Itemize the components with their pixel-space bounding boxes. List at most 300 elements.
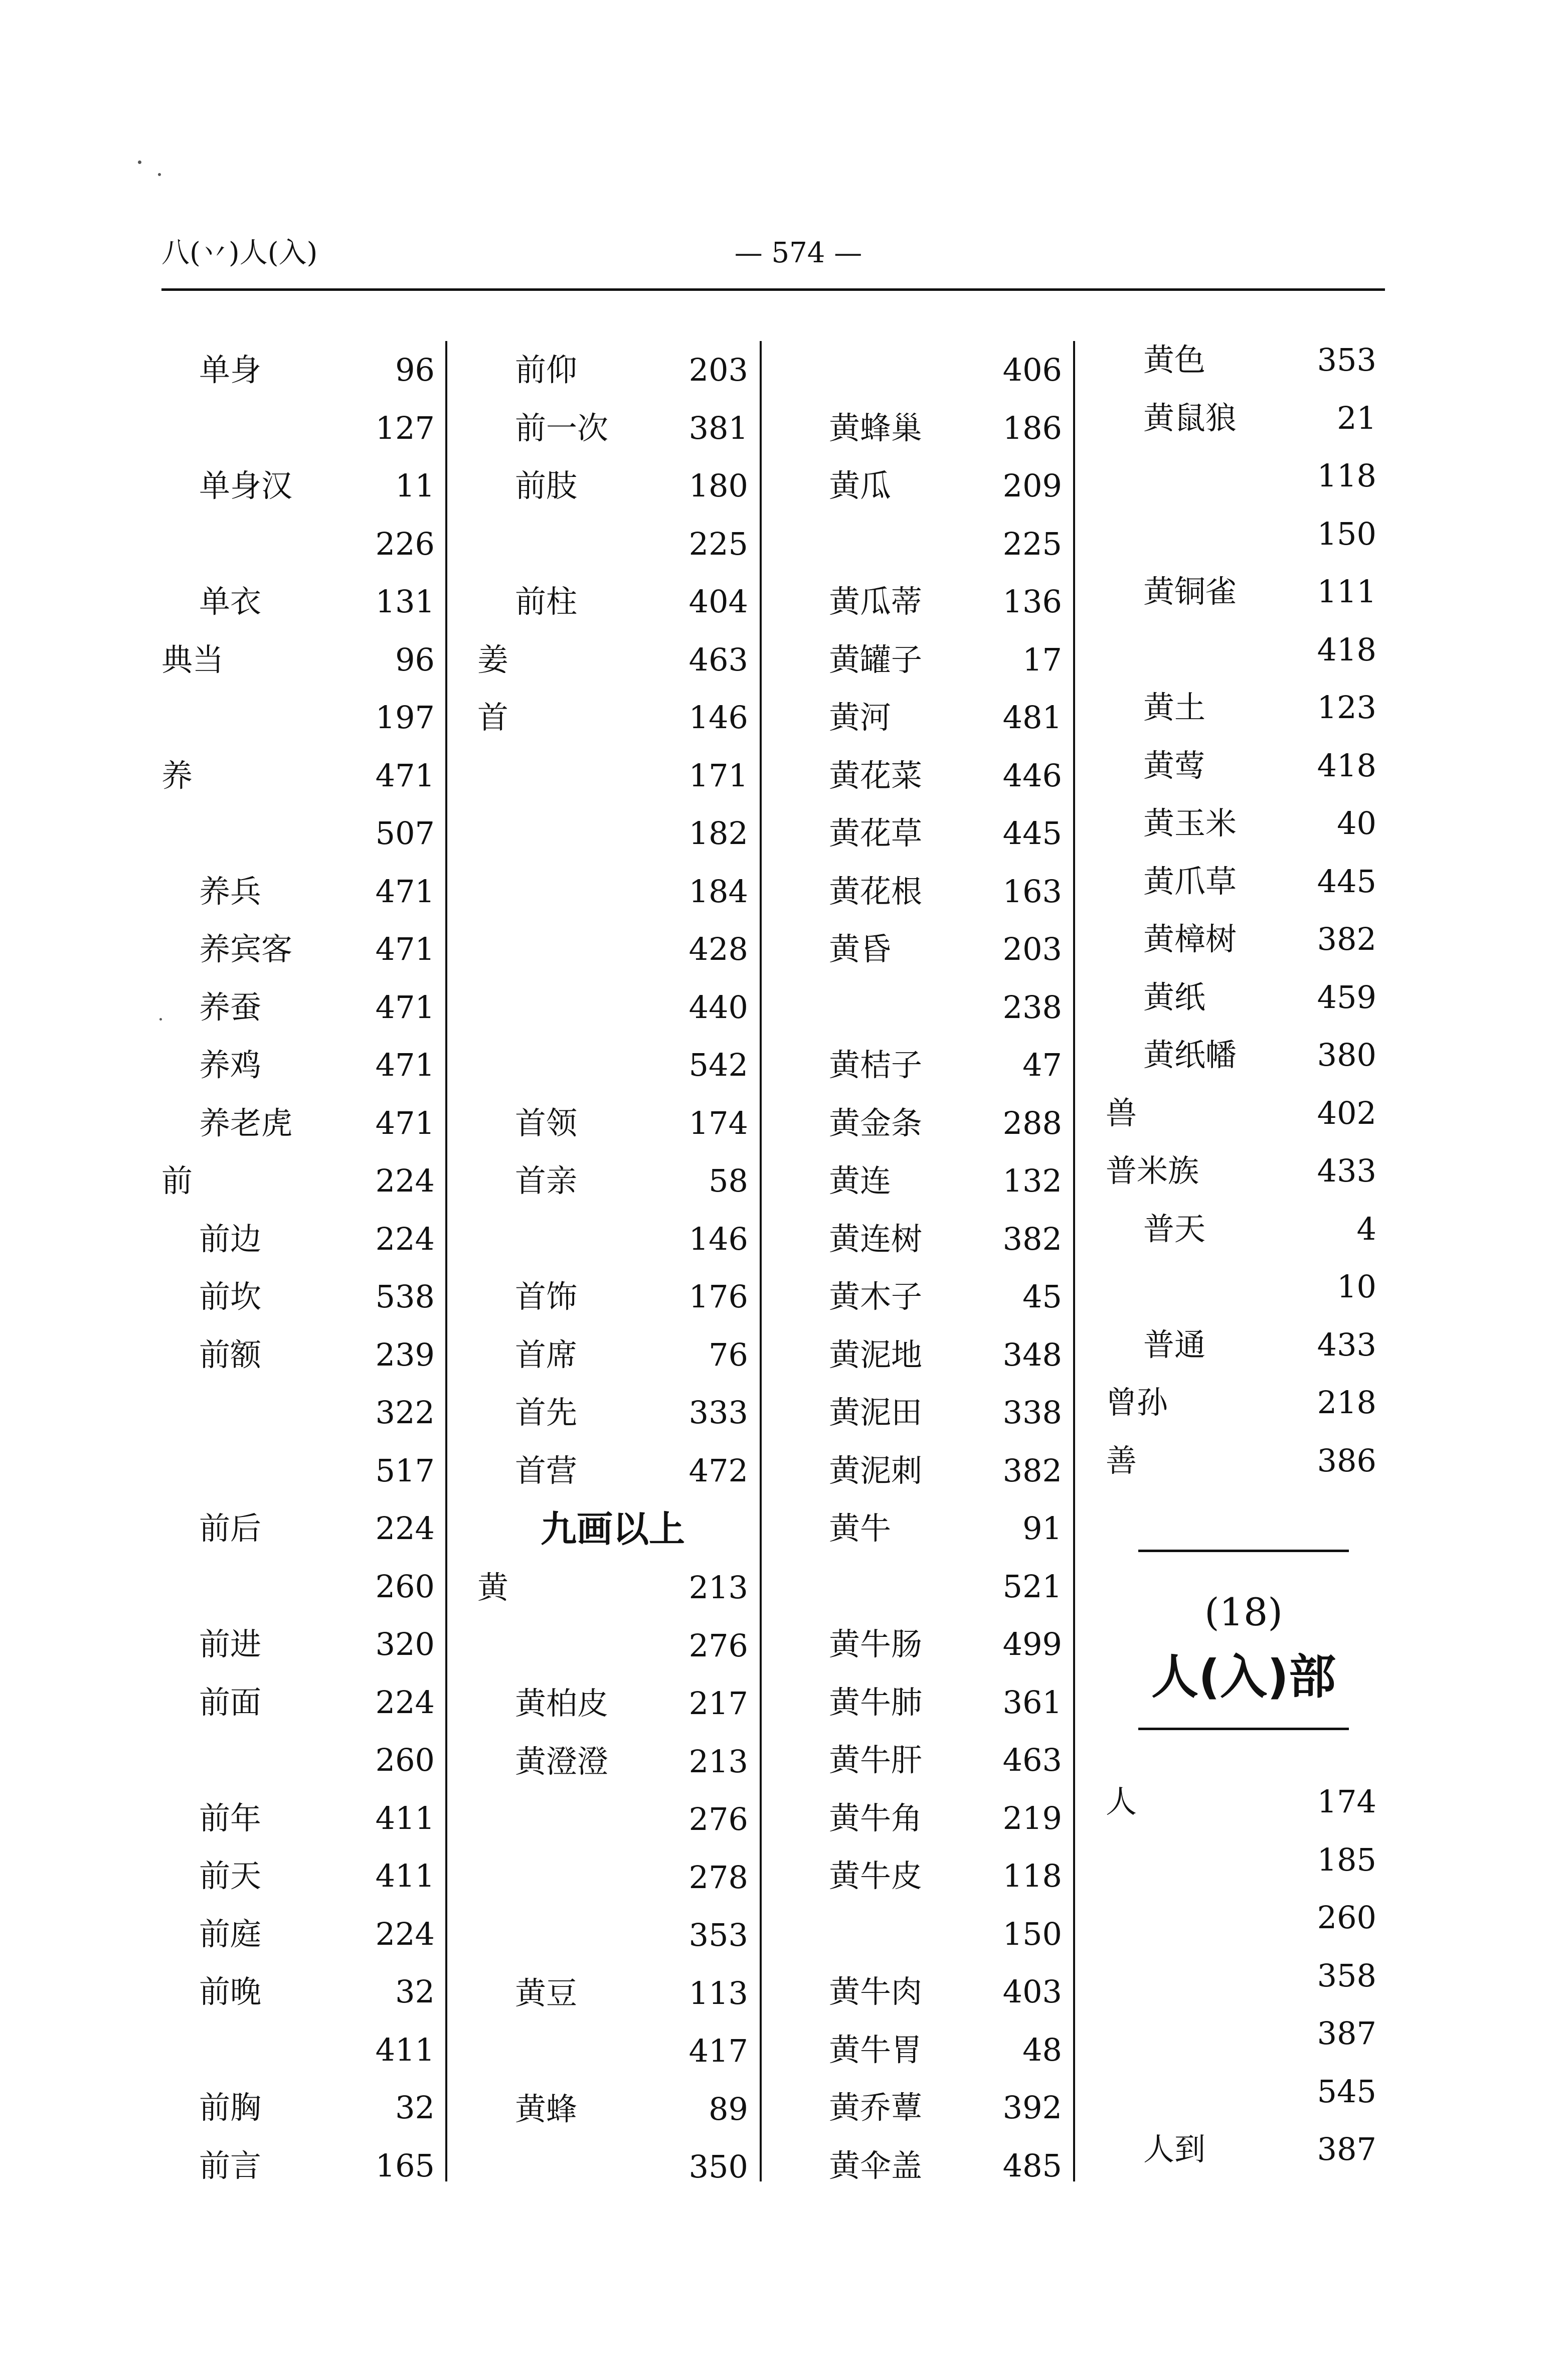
entry-page-number: 350	[688, 2148, 748, 2185]
index-entry	[1106, 1432, 1376, 1490]
entry-term: 黄莺	[1143, 747, 1206, 784]
section-number: (18)	[1204, 1590, 1283, 1634]
index-entry	[791, 515, 1062, 573]
entry-page-number: 217	[688, 1685, 748, 1722]
index-entry	[161, 2079, 435, 2137]
index-entry	[1106, 679, 1376, 737]
index-entry	[1106, 1947, 1376, 2005]
index-entry	[791, 1731, 1062, 1789]
entry-page-number: 433	[1317, 1152, 1376, 1189]
page-number: — 574 —	[734, 237, 862, 269]
index-entry	[161, 515, 435, 573]
column-divider	[1073, 341, 1075, 2181]
entry-page-number: 165	[375, 2147, 435, 2184]
entry-page-number: 118	[1317, 457, 1376, 494]
index-entry	[1106, 794, 1376, 853]
index-entry	[477, 1094, 748, 1152]
entry-page-number: 542	[688, 1047, 748, 1083]
entry-term: 黄泥刺	[829, 1452, 923, 1489]
index-entry	[791, 1789, 1062, 1847]
index-entry	[791, 1210, 1062, 1268]
entry-page-number: 402	[1317, 1094, 1376, 1131]
entry-page-number: 224	[375, 1162, 435, 1199]
section-name: 人(入)部	[1151, 1650, 1336, 1705]
index-entry	[161, 689, 435, 747]
scan-speck	[138, 160, 141, 164]
index-entry	[161, 1326, 435, 1384]
index-entry	[477, 341, 748, 399]
entry-page-number: 136	[1002, 583, 1062, 620]
entry-term: 普米族	[1106, 1152, 1199, 1189]
entry-page-number: 203	[1002, 931, 1062, 967]
index-entry	[161, 1673, 435, 1732]
index-entry	[477, 1326, 748, 1384]
index-entry	[791, 1442, 1062, 1500]
entry-term: 前一次	[515, 409, 609, 446]
index-entry	[1106, 1889, 1376, 1947]
entry-page-number: 4	[1356, 1210, 1376, 1247]
entry-page-number: 239	[375, 1336, 435, 1373]
index-entry	[477, 1036, 748, 1094]
entry-term: 黄连树	[829, 1220, 923, 1257]
entry-page-number: 197	[375, 699, 435, 736]
entry-page-number: 89	[709, 2090, 748, 2127]
entry-page-number: 219	[1002, 1799, 1062, 1836]
entry-page-number: 417	[688, 2033, 748, 2069]
entry-term: 黄	[477, 1569, 509, 1606]
entry-page-number: 48	[1022, 2031, 1062, 2068]
index-entry	[791, 1326, 1062, 1384]
index-entry	[1106, 1374, 1376, 1432]
index-entry	[791, 573, 1062, 631]
index-entry	[161, 1094, 435, 1152]
entry-term: 黄瓜	[829, 467, 892, 504]
index-entry	[161, 863, 435, 921]
entry-page-number: 521	[1002, 1568, 1062, 1605]
index-entry	[1106, 737, 1376, 795]
entry-term: 黄花草	[829, 815, 923, 852]
index-entry	[791, 1036, 1062, 1094]
entry-term: 黄牛皮	[829, 1858, 923, 1894]
entry-term: 普通	[1143, 1326, 1206, 1363]
entry-term: 黄纸	[1143, 978, 1206, 1016]
index-entry	[791, 1673, 1062, 1732]
entry-page-number: 433	[1317, 1326, 1376, 1363]
entry-term: 前后	[199, 1510, 262, 1547]
index-entry	[791, 1152, 1062, 1210]
entry-page-number: 381	[688, 409, 748, 446]
entry-term: 黄连	[829, 1162, 892, 1199]
entry-page-number: 213	[688, 1569, 748, 1606]
index-entry	[161, 1847, 435, 1905]
entry-term: 黄花菜	[829, 757, 923, 794]
entry-term: 首	[477, 699, 509, 736]
entry-term: 兽	[1106, 1094, 1137, 1131]
entry-page-number: 471	[375, 931, 435, 967]
entry-page-number: 387	[1317, 2131, 1376, 2167]
entry-term: 黄玉米	[1143, 805, 1237, 841]
index-entry	[477, 1152, 748, 1210]
entry-page-number: 213	[688, 1743, 748, 1780]
entry-term: 黄色	[1143, 342, 1206, 378]
entry-term: 黄牛胃	[829, 2031, 923, 2068]
entry-page-number: 276	[688, 1627, 748, 1664]
index-entry	[791, 2137, 1062, 2195]
index-entry	[1106, 2063, 1376, 2121]
index-entry	[1106, 2004, 1376, 2063]
entry-page-number: 10	[1337, 1268, 1376, 1305]
entry-page-number: 418	[1317, 631, 1376, 668]
entry-page-number: 171	[688, 757, 748, 794]
entry-term: 黄河	[829, 699, 892, 736]
entry-term: 单身汉	[199, 467, 293, 504]
index-entry	[477, 457, 748, 515]
entry-page-number: 333	[688, 1394, 748, 1431]
index-entry	[791, 1094, 1062, 1152]
index-entry	[477, 573, 748, 631]
entry-page-number: 238	[1002, 988, 1062, 1026]
entry-page-number: 459	[1317, 978, 1376, 1016]
entry-page-number: 184	[688, 873, 748, 910]
entry-page-number: 118	[1002, 1858, 1062, 1894]
entry-page-number: 411	[375, 1799, 435, 1836]
entry-page-number: 288	[1002, 1104, 1062, 1141]
index-entry	[161, 341, 435, 399]
entry-page-number: 445	[1002, 815, 1062, 852]
entry-page-number: 320	[375, 1626, 435, 1662]
index-entry	[1106, 1084, 1376, 1142]
entry-page-number: 123	[1317, 689, 1376, 726]
entry-term: 黄豆	[515, 1974, 578, 2011]
entry-term: 人到	[1143, 2131, 1206, 2167]
index-entry	[161, 1499, 435, 1558]
entry-term: 养鸡	[199, 1047, 262, 1083]
entry-page-number: 180	[688, 467, 748, 504]
entry-term: 黄金条	[829, 1104, 923, 1141]
entry-term: 黄柏皮	[515, 1685, 609, 1722]
index-entry	[161, 1210, 435, 1268]
index-column-1	[161, 341, 435, 2195]
entry-term: 首营	[515, 1452, 578, 1489]
entry-page-number: 411	[375, 2031, 435, 2068]
entry-page-number: 471	[375, 873, 435, 910]
index-entry	[791, 1384, 1062, 1442]
index-entry	[1106, 910, 1376, 968]
index-entry	[791, 978, 1062, 1037]
entry-page-number: 463	[688, 641, 748, 678]
entry-page-number: 499	[1002, 1626, 1062, 1662]
entry-term: 前额	[199, 1336, 262, 1373]
index-entry	[477, 1674, 748, 1733]
index-entry	[791, 689, 1062, 747]
entry-page-number: 146	[688, 699, 748, 736]
index-entry	[477, 1790, 748, 1848]
entry-term: 养兵	[199, 873, 262, 910]
entry-term: 前晚	[199, 1973, 262, 2010]
entry-term: 黄桔子	[829, 1047, 923, 1083]
entry-page-number: 11	[395, 467, 435, 504]
entry-page-number: 224	[375, 1683, 435, 1721]
entry-page-number: 131	[375, 583, 435, 620]
entry-term: 人	[1106, 1783, 1137, 1820]
entry-page-number: 47	[1022, 1047, 1062, 1083]
index-entry	[477, 1617, 748, 1675]
entry-page-number: 174	[1317, 1783, 1376, 1820]
entry-page-number: 132	[1002, 1162, 1062, 1199]
entry-page-number: 481	[1002, 699, 1062, 736]
entry-page-number: 322	[375, 1394, 435, 1431]
index-entry	[791, 1847, 1062, 1905]
index-entry	[477, 1559, 748, 1617]
index-entry	[161, 457, 435, 515]
entry-page-number: 150	[1002, 1915, 1062, 1952]
section-title: 八(丷)人(入)	[161, 237, 318, 269]
entry-term: 前仰	[515, 352, 578, 388]
entry-page-number: 353	[1317, 342, 1376, 378]
section-heading-block	[1138, 1550, 1349, 1730]
index-entry	[477, 1210, 748, 1268]
index-entry	[477, 804, 748, 863]
index-entry	[477, 1733, 748, 1791]
index-entry	[161, 1963, 435, 2021]
index-entry	[1106, 1316, 1376, 1374]
page-header	[161, 236, 1385, 291]
entry-term: 首先	[515, 1394, 578, 1431]
index-entry	[477, 1964, 748, 2023]
index-entry	[791, 457, 1062, 515]
column-divider	[445, 341, 447, 2181]
scan-speck	[158, 173, 161, 176]
entry-term: 黄木子	[829, 1278, 923, 1315]
entry-term: 黄瓜蒂	[829, 583, 923, 620]
index-entry	[161, 2021, 435, 2079]
entry-term: 黄乔蕈	[829, 2089, 923, 2126]
entry-page-number: 382	[1317, 921, 1376, 957]
entry-term: 首饰	[515, 1278, 578, 1315]
entry-term: 养蚕	[199, 988, 262, 1026]
index-entry	[1106, 968, 1376, 1027]
entry-page-number: 260	[375, 1568, 435, 1605]
entry-page-number: 225	[688, 525, 748, 562]
index-entry	[161, 1036, 435, 1094]
entry-page-number: 91	[1022, 1510, 1062, 1547]
entry-page-number: 58	[709, 1162, 748, 1199]
entry-page-number: 111	[1317, 573, 1376, 610]
index-entry	[161, 573, 435, 631]
entry-term: 黄铜雀	[1143, 573, 1237, 610]
index-entry	[161, 1731, 435, 1789]
entry-page-number: 182	[688, 815, 748, 852]
entry-page-number: 348	[1002, 1336, 1062, 1373]
entry-page-number: 203	[688, 352, 748, 388]
index-column-4	[1106, 331, 1376, 1489]
index-entry	[477, 1268, 748, 1326]
entry-term: 典当	[161, 641, 224, 678]
entry-term: 前庭	[199, 1915, 262, 1952]
entry-term: 前言	[199, 2147, 262, 2184]
index-entry	[477, 631, 748, 689]
index-entry	[477, 1906, 748, 1964]
entry-term: 黄牛肉	[829, 1973, 923, 2010]
entry-page-number: 174	[688, 1104, 748, 1141]
entry-page-number: 127	[375, 409, 435, 446]
index-entry	[161, 747, 435, 805]
index-entry	[791, 399, 1062, 457]
entry-term: 黄昏	[829, 931, 892, 967]
entry-page-number: 403	[1002, 1973, 1062, 2010]
index-entry	[1106, 1026, 1376, 1084]
index-entry	[477, 747, 748, 805]
entry-page-number: 96	[395, 641, 435, 678]
index-entry	[161, 1152, 435, 1210]
entry-term: 前	[161, 1162, 193, 1199]
entry-page-number: 406	[1002, 352, 1062, 388]
index-entry	[477, 689, 748, 747]
index-entry	[161, 399, 435, 457]
entry-page-number: 538	[375, 1278, 435, 1315]
entry-page-number: 40	[1337, 805, 1376, 841]
entry-term: 首领	[515, 1104, 578, 1141]
entry-page-number: 260	[1317, 1899, 1376, 1936]
index-entry	[791, 1905, 1062, 1963]
index-entry	[161, 920, 435, 978]
index-subheading: 九画以上	[540, 1508, 685, 1550]
entry-page-number: 463	[1002, 1742, 1062, 1778]
entry-term: 黄罐子	[829, 641, 923, 678]
entry-page-number: 276	[688, 1801, 748, 1837]
entry-page-number: 224	[375, 1510, 435, 1547]
index-entry	[161, 978, 435, 1037]
entry-page-number: 361	[1002, 1683, 1062, 1721]
index-column-4-continued	[1106, 1773, 1376, 2178]
index-entry	[791, 920, 1062, 978]
entry-page-number: 163	[1002, 873, 1062, 910]
entry-page-number: 404	[688, 583, 748, 620]
entry-page-number: 176	[688, 1278, 748, 1315]
entry-term: 首席	[515, 1336, 578, 1373]
entry-term: 养宾客	[199, 931, 293, 967]
index-entry	[1106, 2120, 1376, 2178]
entry-term: 姜	[477, 641, 509, 678]
entry-page-number: 471	[375, 1104, 435, 1141]
index-entry	[1106, 1831, 1376, 1889]
entry-page-number: 224	[375, 1220, 435, 1257]
entry-term: 前天	[199, 1858, 262, 1894]
entry-term: 前进	[199, 1626, 262, 1662]
entry-term: 前柱	[515, 583, 578, 620]
entry-term: 前面	[199, 1683, 262, 1721]
entry-page-number: 353	[688, 1917, 748, 1953]
index-entry	[477, 1442, 748, 1500]
entry-page-number: 226	[375, 525, 435, 562]
entry-page-number: 32	[395, 1973, 435, 2010]
entry-page-number: 472	[688, 1452, 748, 1489]
index-entry	[1106, 331, 1376, 389]
index-entry	[1106, 621, 1376, 679]
entry-term: 黄泥地	[829, 1336, 923, 1373]
index-entry	[477, 1848, 748, 1907]
index-entry	[161, 1268, 435, 1326]
entry-page-number: 386	[1317, 1442, 1376, 1479]
entry-term: 黄蜂	[515, 2090, 578, 2127]
entry-term: 普天	[1143, 1210, 1206, 1247]
index-column-2	[477, 341, 748, 2196]
index-entry	[161, 1384, 435, 1442]
index-entry	[791, 341, 1062, 399]
index-entry	[791, 1963, 1062, 2021]
entry-page-number: 471	[375, 988, 435, 1026]
entry-page-number: 545	[1317, 2073, 1376, 2110]
entry-page-number: 485	[1002, 2147, 1062, 2184]
entry-page-number: 418	[1317, 747, 1376, 784]
section-rule-bottom	[1138, 1728, 1349, 1730]
entry-page-number: 445	[1317, 863, 1376, 900]
entry-term: 黄泥田	[829, 1394, 923, 1431]
entry-term: 黄蜂巢	[829, 409, 923, 446]
column-divider	[760, 341, 762, 2181]
index-entry	[161, 2137, 435, 2195]
index-entry	[1106, 1258, 1376, 1316]
entry-term: 黄纸幡	[1143, 1037, 1237, 1073]
entry-page-number: 382	[1002, 1220, 1062, 1257]
entry-page-number: 76	[709, 1336, 748, 1373]
entry-term: 黄樟树	[1143, 921, 1237, 957]
entry-page-number: 446	[1002, 757, 1062, 794]
entry-term: 黄牛肝	[829, 1742, 923, 1778]
index-column-3	[791, 341, 1062, 2195]
entry-term: 黄爪草	[1143, 863, 1237, 900]
entry-page-number: 507	[375, 815, 435, 852]
index-entry	[791, 1558, 1062, 1616]
entry-term: 黄牛肠	[829, 1626, 923, 1662]
index-entry	[791, 631, 1062, 689]
index-entry	[1106, 563, 1376, 621]
entry-page-number: 113	[688, 1974, 748, 2011]
entry-page-number: 21	[1337, 399, 1376, 436]
entry-term: 善	[1106, 1442, 1137, 1479]
index-entry	[791, 863, 1062, 921]
entry-term: 黄伞盖	[829, 2147, 923, 2184]
index-entry	[791, 804, 1062, 863]
header-rule	[161, 288, 1385, 291]
index-entry	[477, 920, 748, 978]
entry-page-number: 428	[688, 931, 748, 967]
index-entry	[477, 515, 748, 573]
entry-term: 黄土	[1143, 689, 1206, 726]
entry-page-number: 382	[1002, 1452, 1062, 1489]
entry-term: 黄牛角	[829, 1799, 923, 1836]
entry-term: 首亲	[515, 1162, 578, 1199]
entry-page-number: 45	[1022, 1278, 1062, 1315]
index-entry	[161, 1905, 435, 1963]
index-entry	[477, 2080, 748, 2138]
index-entry	[1106, 1773, 1376, 1831]
index-entry	[477, 2138, 748, 2196]
entry-page-number: 150	[1317, 515, 1376, 552]
index-entry	[1106, 1200, 1376, 1258]
index-entry	[161, 1615, 435, 1673]
entry-page-number: 224	[375, 1915, 435, 1952]
index-entry	[161, 1558, 435, 1616]
index-entry	[477, 1384, 748, 1442]
index-entry	[161, 1442, 435, 1500]
index-entry	[1106, 505, 1376, 563]
entry-term: 前胸	[199, 2089, 262, 2126]
entry-page-number: 185	[1317, 1841, 1376, 1878]
entry-page-number: 260	[375, 1742, 435, 1778]
entry-term: 前坎	[199, 1278, 262, 1315]
entry-term: 黄牛肺	[829, 1683, 923, 1721]
